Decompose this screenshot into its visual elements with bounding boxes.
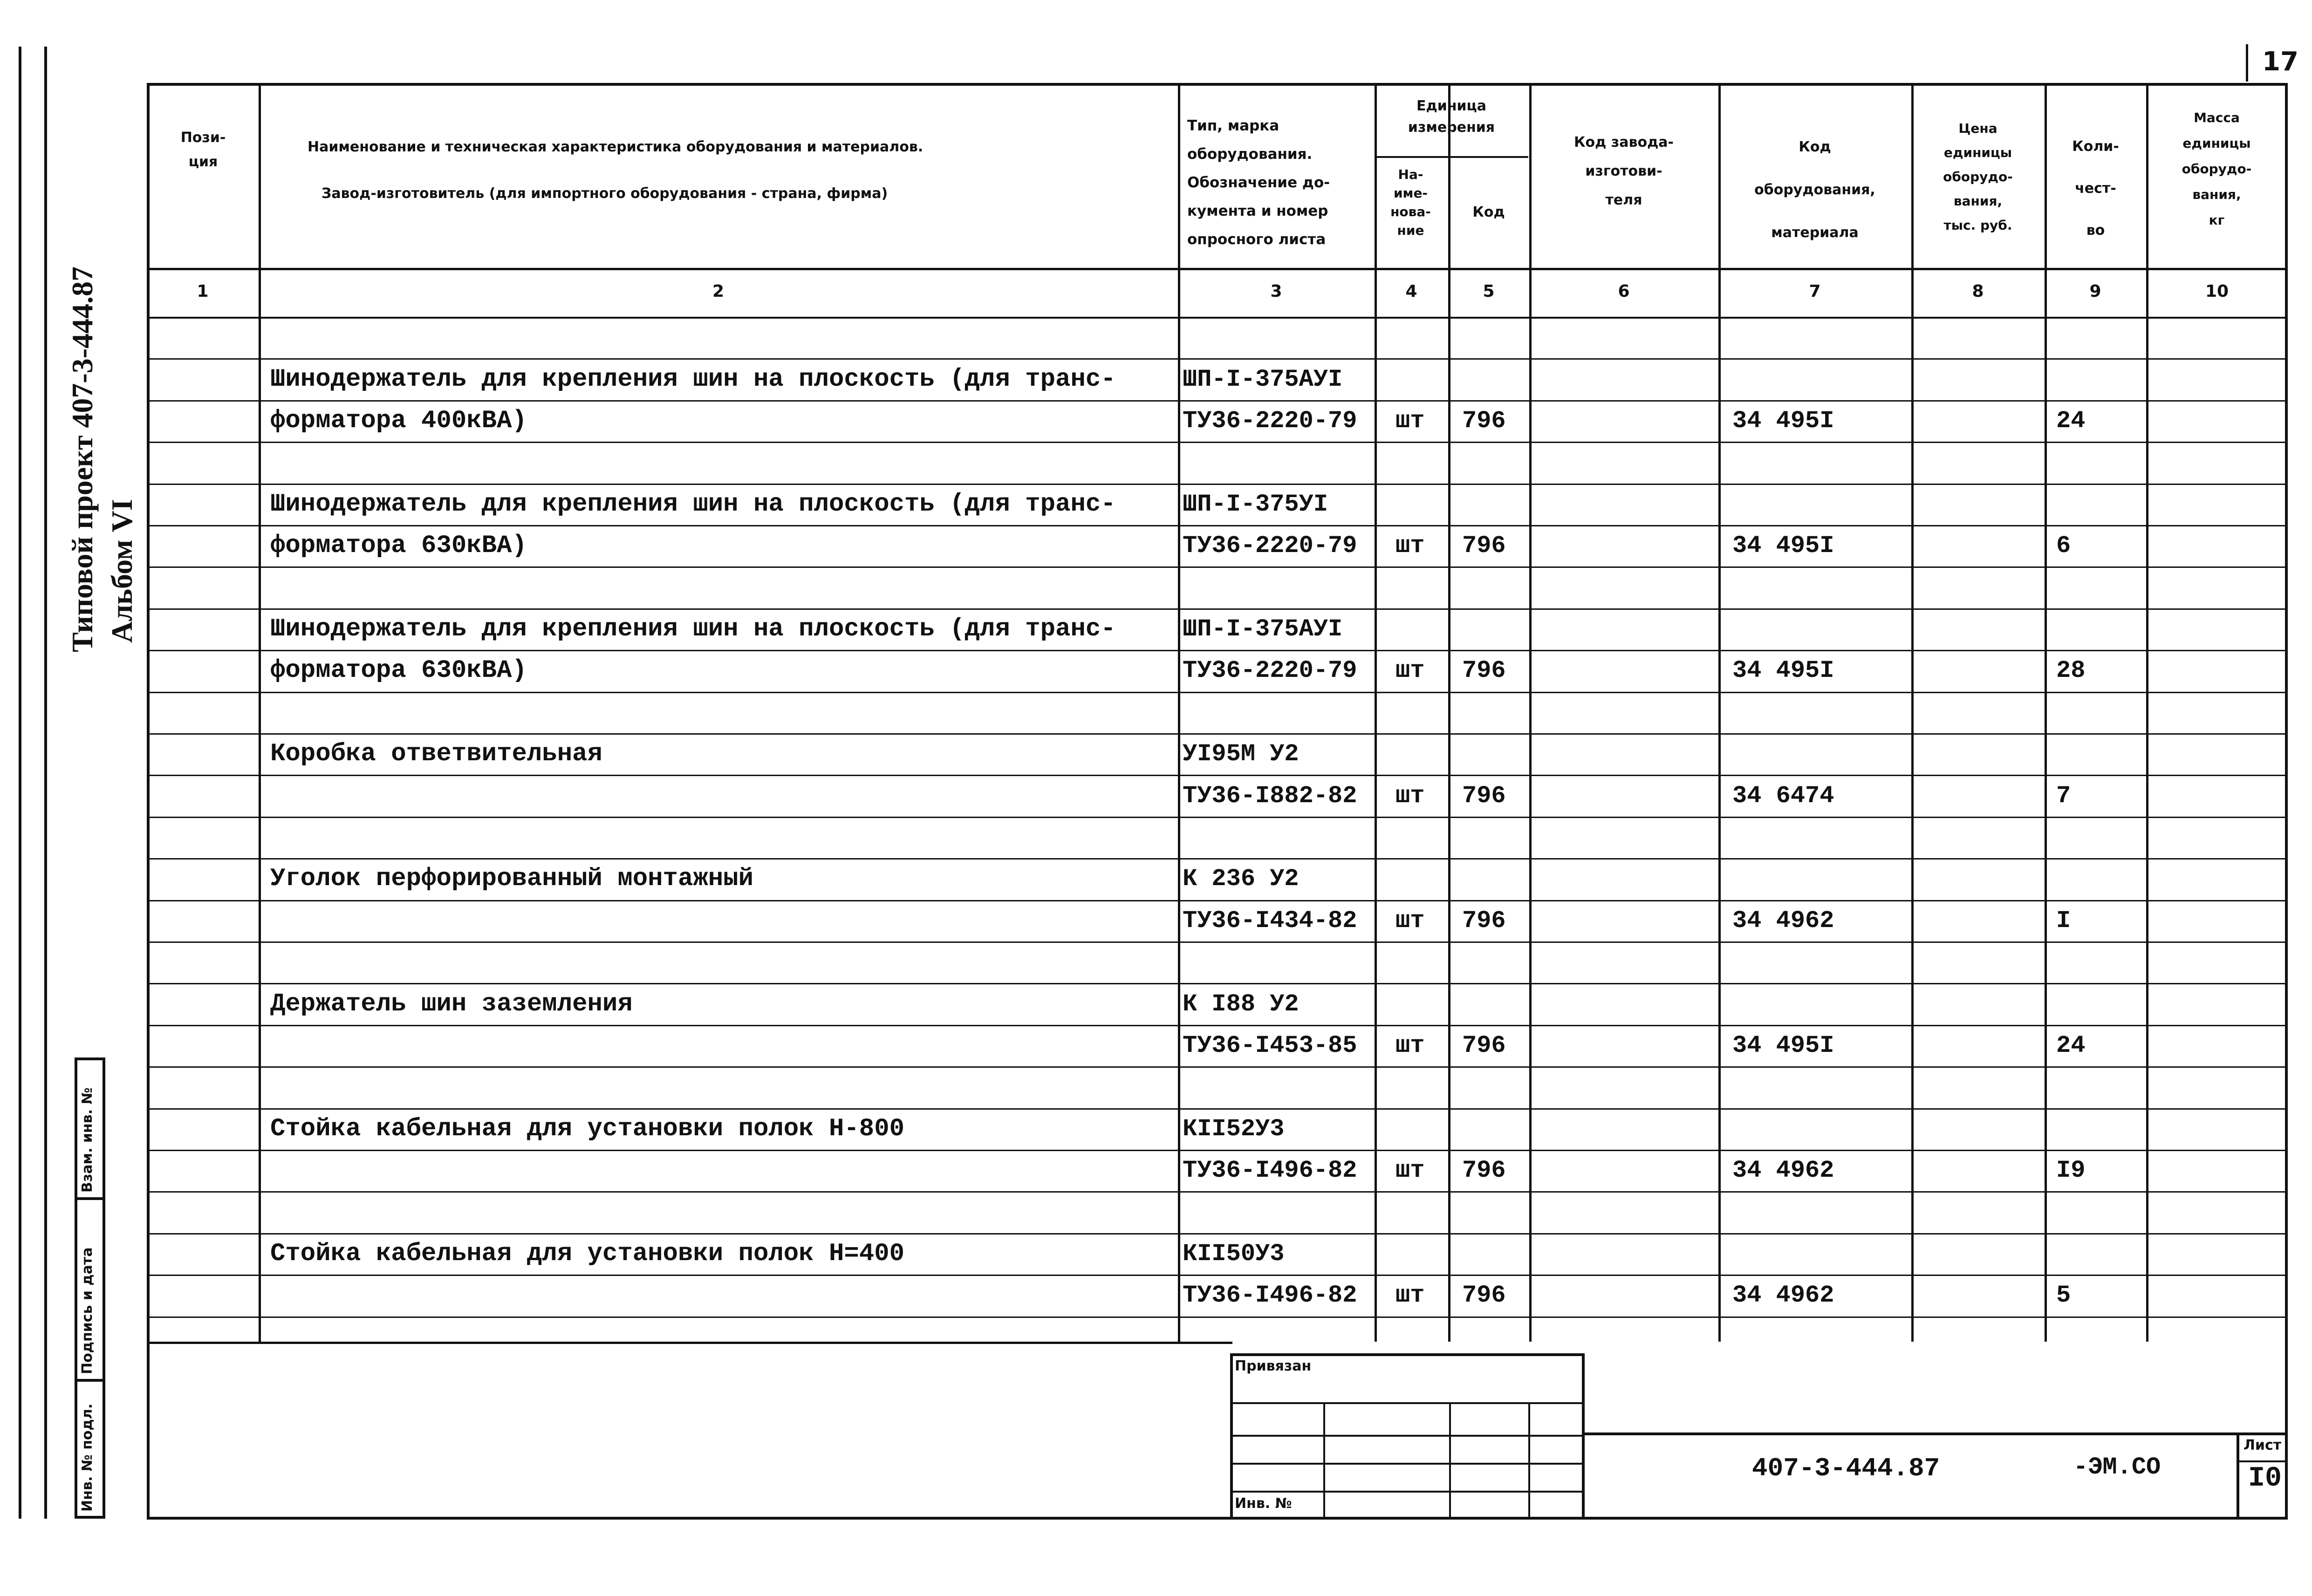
item-equipment-code <box>1732 733 1916 775</box>
item-unit <box>1395 983 1460 1024</box>
item-equipment-code: 34 495I <box>1732 1031 1834 1059</box>
column-number: 1 <box>197 282 209 301</box>
header-price: Цена единицы оборудо- вания, тыс. руб. <box>1943 121 2013 233</box>
item-equipment-code: 34 4962 <box>1732 1282 1834 1310</box>
header-equipment-code: Код оборудования, материала <box>1754 139 1875 241</box>
item-type: УI95М У2 <box>1183 740 1299 768</box>
item-unit <box>1395 858 1460 900</box>
item-unit: шт <box>1395 1157 1425 1185</box>
item-quantity <box>2056 608 2148 650</box>
item-quantity: 7 <box>2056 782 2071 810</box>
header-name-line1: Наименование и техническая характеристика оборудования и материалов. <box>308 139 923 155</box>
item-equipment-code <box>1732 484 1916 525</box>
item-unit-code: 796 <box>1462 907 1506 934</box>
item-name: Шинодержатель для крепления шин на плоскость (для транс- <box>270 365 1116 394</box>
item-equipment-code <box>1732 858 1916 900</box>
item-unit-code <box>1462 484 1534 525</box>
header-unit-code: Код <box>1472 204 1505 220</box>
header-quantity: Коли- чест- во <box>2072 138 2119 239</box>
item-quantity: 24 <box>2056 1031 2086 1059</box>
item-name <box>270 1275 1176 1316</box>
replaced-inventory-label: Взам. инв. № <box>79 1087 96 1193</box>
item-equipment-code <box>1732 358 1916 400</box>
item-equipment-code <box>1732 983 1916 1024</box>
item-equipment-code: 34 495I <box>1732 532 1834 560</box>
item-unit-code <box>1462 358 1534 400</box>
item-unit <box>1395 358 1460 400</box>
item-quantity <box>2056 733 2148 775</box>
page-number: 17 <box>2262 47 2298 77</box>
item-name: Коробка ответвительная <box>270 740 602 769</box>
item-unit: шт <box>1395 907 1425 934</box>
item-name: форматора 400кВА) <box>270 406 527 435</box>
item-unit <box>1395 1233 1460 1275</box>
stamp-privyazan: Привязан <box>1235 1358 1312 1374</box>
item-equipment-code: 34 4962 <box>1732 1157 1834 1185</box>
column-number: 8 <box>1972 282 1984 301</box>
item-unit: шт <box>1395 1031 1425 1059</box>
item-name: Стойка кабельная для установки полок Н=400 <box>270 1239 905 1268</box>
item-unit-code: 796 <box>1462 1282 1506 1310</box>
item-unit-code <box>1462 1233 1534 1275</box>
sheet-number: I0 <box>2248 1463 2282 1494</box>
item-equipment-code <box>1732 608 1916 650</box>
item-name <box>270 900 1176 941</box>
item-unit: шт <box>1395 407 1425 435</box>
item-name: Уголок перфорированный монтажный <box>270 865 753 893</box>
item-unit-code <box>1462 1108 1534 1150</box>
item-unit: шт <box>1395 1282 1425 1310</box>
album-title-vertical: Альбом VI <box>105 499 138 643</box>
item-unit-code: 796 <box>1462 532 1506 560</box>
signature-date-label: Подпись и дата <box>79 1247 96 1374</box>
item-unit-code: 796 <box>1462 657 1506 685</box>
item-unit-code <box>1462 983 1534 1024</box>
item-quantity: 5 <box>2056 1282 2071 1310</box>
item-quantity <box>2056 858 2148 900</box>
item-unit-code: 796 <box>1462 407 1506 435</box>
item-equipment-code: 34 6474 <box>1732 782 1834 810</box>
item-name <box>270 1025 1176 1066</box>
item-name: Шинодержатель для крепления шин на плоскость (для транс- <box>270 614 1116 643</box>
item-type: ТУ36-I496-82 <box>1183 1157 1357 1185</box>
item-unit-code: 796 <box>1462 782 1506 810</box>
item-type: ШП-I-375АУI <box>1183 365 1343 393</box>
column-number: 7 <box>1809 282 1821 301</box>
item-unit <box>1395 1108 1460 1150</box>
item-equipment-code: 34 495I <box>1732 407 1834 435</box>
document-suffix: -ЭМ.СО <box>2073 1453 2161 1481</box>
item-name: Стойка кабельная для установки полок Н-800 <box>270 1114 905 1143</box>
item-type: К 236 У2 <box>1183 865 1299 893</box>
item-type: ТУ36-I434-82 <box>1183 907 1357 934</box>
stamp-inv-no: Инв. № <box>1235 1495 1292 1512</box>
item-quantity: 28 <box>2056 657 2086 685</box>
item-name <box>270 1150 1176 1191</box>
column-number: 5 <box>1483 282 1495 301</box>
item-unit-code <box>1462 733 1534 775</box>
item-unit: шт <box>1395 657 1425 685</box>
item-unit <box>1395 484 1460 525</box>
item-unit: шт <box>1395 532 1425 560</box>
sheet-label: Лист <box>2244 1437 2282 1453</box>
item-type: ТУ36-2220-79 <box>1183 407 1357 435</box>
header-name-line2: Завод-изготовитель (для импортного оборудования - страна, фирма) <box>321 185 888 202</box>
item-type: ТУ36-I496-82 <box>1183 1282 1357 1310</box>
item-quantity <box>2056 1233 2148 1275</box>
item-equipment-code <box>1732 1233 1916 1275</box>
item-equipment-code: 34 495I <box>1732 657 1834 685</box>
header-factory-code: Код завода- изготови- теля <box>1574 134 1674 208</box>
item-equipment-code <box>1732 1108 1916 1150</box>
column-number: 10 <box>2205 282 2229 301</box>
item-quantity: I9 <box>2056 1157 2086 1185</box>
column-number: 2 <box>712 282 725 301</box>
item-name: Шинодержатель для крепления шин на плоскость (для транс- <box>270 490 1116 518</box>
item-quantity: I <box>2056 907 2071 934</box>
item-name: форматора 630кВА) <box>270 532 527 560</box>
item-type: ТУ36-2220-79 <box>1183 657 1357 685</box>
column-number: 6 <box>1618 282 1630 301</box>
item-unit-code: 796 <box>1462 1031 1506 1059</box>
item-type: ТУ36-2220-79 <box>1183 532 1357 560</box>
item-quantity: 24 <box>2056 407 2086 435</box>
item-unit-code <box>1462 608 1534 650</box>
item-type: КII52У3 <box>1183 1115 1285 1143</box>
item-unit-code: 796 <box>1462 1157 1506 1185</box>
item-name: форматора 630кВА) <box>270 656 527 685</box>
item-quantity <box>2056 358 2148 400</box>
item-type: ТУ36-I453-85 <box>1183 1031 1357 1059</box>
document-number: 407-3-444.87 <box>1752 1453 1940 1483</box>
item-type: К I88 У2 <box>1183 990 1299 1018</box>
header-unit-name: На- име- нова- ние <box>1390 167 1431 238</box>
column-number: 4 <box>1405 282 1417 301</box>
header-unit-group: Единица измерения <box>1408 98 1495 136</box>
column-number: 9 <box>2089 282 2101 301</box>
item-quantity <box>2056 1108 2148 1150</box>
item-type: ТУ36-I882-82 <box>1183 782 1357 810</box>
item-unit-code <box>1462 858 1534 900</box>
item-name: Держатель шин заземления <box>270 989 633 1018</box>
header-mass: Масса единицы оборудо- вания, кг <box>2182 110 2252 228</box>
inventory-original-label: Инв. № подл. <box>79 1403 96 1512</box>
header-position: Пози- ция <box>180 130 226 170</box>
item-type: ШП-I-375УI <box>1183 490 1328 518</box>
item-equipment-code: 34 4962 <box>1732 907 1834 934</box>
item-unit: шт <box>1395 782 1425 810</box>
header-type: Тип, марка оборудования. Обозначение до- кумента и номер опросного листа <box>1187 117 1330 248</box>
item-quantity <box>2056 484 2148 525</box>
item-unit <box>1395 733 1460 775</box>
item-type: КII50У3 <box>1183 1240 1285 1268</box>
column-number: 3 <box>1270 282 1282 301</box>
project-title-vertical: Типовой проект 407-3-444.87 <box>66 266 99 652</box>
item-type: ШП-I-375АУI <box>1183 615 1343 643</box>
item-name <box>270 775 1176 816</box>
item-quantity <box>2056 983 2148 1024</box>
item-quantity: 6 <box>2056 532 2071 560</box>
item-unit <box>1395 608 1460 650</box>
